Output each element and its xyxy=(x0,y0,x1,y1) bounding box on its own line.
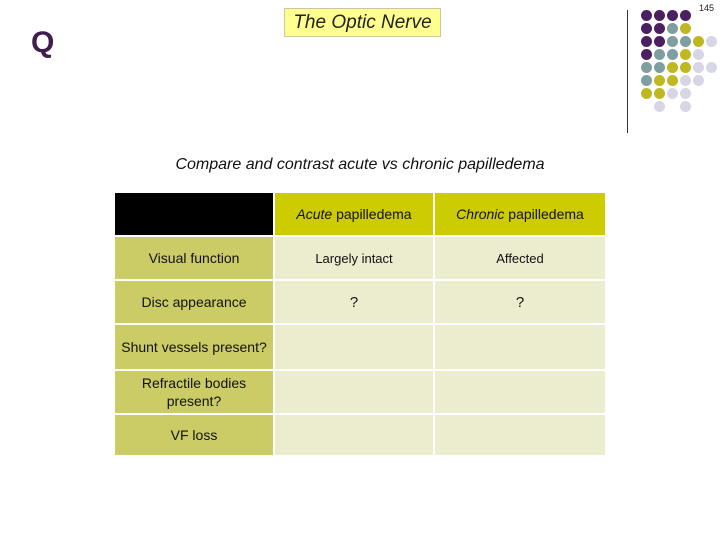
decor-dot xyxy=(667,49,678,60)
question-text: Compare and contrast acute vs chronic papilledema xyxy=(175,156,545,173)
decor-dot xyxy=(680,62,691,73)
header-chronic-emph: Chronic xyxy=(456,206,505,222)
cell-chronic: Affected xyxy=(434,236,606,280)
header-acute-emph: Acute xyxy=(296,206,333,222)
decor-dot xyxy=(680,23,691,34)
header-chronic xyxy=(434,192,606,236)
decor-dot xyxy=(654,101,665,112)
question-marker: Q xyxy=(31,26,55,59)
row-label: Disc appearance xyxy=(114,280,274,324)
cell-chronic xyxy=(434,414,606,456)
cell-chronic xyxy=(434,370,606,414)
header-acute-rest: papilledema xyxy=(332,206,412,222)
decor-dot xyxy=(667,10,678,21)
vertical-divider xyxy=(627,10,628,133)
slide-number: 145 xyxy=(698,3,714,13)
decor-dot xyxy=(667,88,678,99)
decor-dot xyxy=(680,75,691,86)
decor-dot xyxy=(706,36,717,47)
comparison-table xyxy=(113,191,607,457)
cell-acute: ? xyxy=(274,280,434,324)
cell-acute: Largely intact xyxy=(274,236,434,280)
cell-acute xyxy=(274,324,434,370)
decor-dot xyxy=(693,49,704,60)
decor-dot xyxy=(680,49,691,60)
cell-acute xyxy=(274,414,434,456)
decor-dot xyxy=(693,75,704,86)
decor-dot xyxy=(654,23,665,34)
table-header-row xyxy=(114,192,606,236)
decor-dot xyxy=(667,62,678,73)
decor-dot xyxy=(654,88,665,99)
decor-dot xyxy=(654,36,665,47)
decor-dot xyxy=(641,49,652,60)
header-blank-cell xyxy=(114,192,274,236)
table-row xyxy=(114,280,606,324)
decor-dot xyxy=(654,75,665,86)
cell-chronic: ? xyxy=(434,280,606,324)
decor-dot xyxy=(667,75,678,86)
row-label: Shunt vessels present? xyxy=(114,324,274,370)
header-acute xyxy=(274,192,434,236)
decor-dot xyxy=(641,88,652,99)
decor-dot xyxy=(680,36,691,47)
decor-dot xyxy=(641,23,652,34)
table-row xyxy=(114,236,606,280)
row-label: Refractile bodies present? xyxy=(114,370,274,414)
decor-dot xyxy=(654,10,665,21)
decor-dot xyxy=(693,62,704,73)
cell-acute xyxy=(274,370,434,414)
decor-dot xyxy=(667,36,678,47)
decor-dot xyxy=(693,36,704,47)
table-row xyxy=(114,370,606,414)
row-label: Visual function xyxy=(114,236,274,280)
row-label: VF loss xyxy=(114,414,274,456)
decor-dot xyxy=(641,10,652,21)
decor-dot xyxy=(641,75,652,86)
decor-dot xyxy=(654,49,665,60)
table-row xyxy=(114,414,606,456)
decor-dot xyxy=(667,23,678,34)
decor-dot xyxy=(680,88,691,99)
decor-dot xyxy=(641,36,652,47)
decor-dot xyxy=(641,62,652,73)
decor-dot xyxy=(680,101,691,112)
decor-dot xyxy=(706,62,717,73)
header-chronic-rest: papilledema xyxy=(504,206,584,222)
slide-title: The Optic Nerve xyxy=(284,8,441,37)
cell-chronic xyxy=(434,324,606,370)
decor-dot xyxy=(654,62,665,73)
table-row xyxy=(114,324,606,370)
decor-dot xyxy=(680,10,691,21)
